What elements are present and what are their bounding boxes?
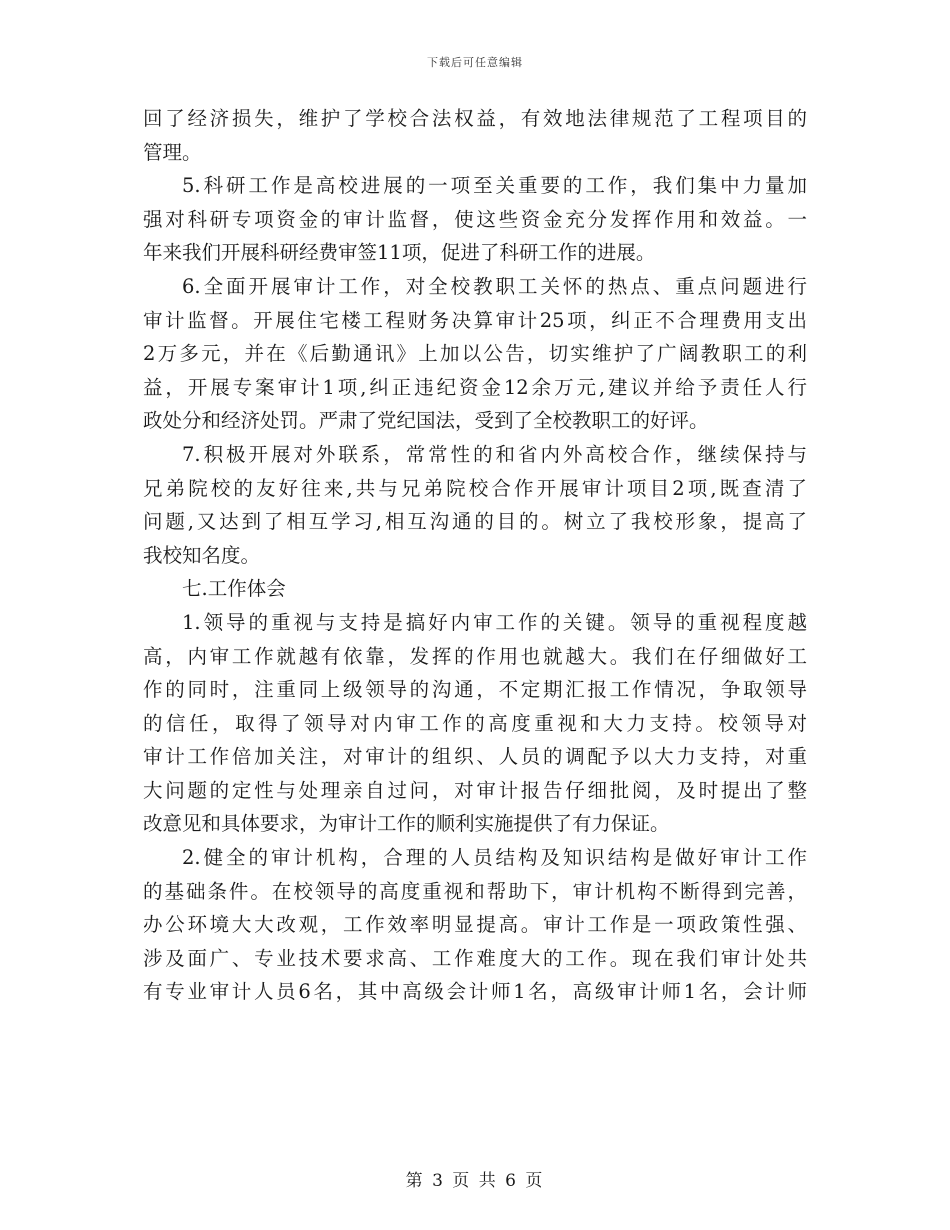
text-line: 兄弟院校的友好往来,共与兄弟院校合作开展审计项目2项,既查清了 [143,476,807,500]
text-line: 高，内审工作就越有依靠，发挥的作用也就越大。我们在仔细做好工 [143,644,807,668]
text-line: 审计工作倍加关注，对审计的组织、人员的调配予以大力支持，对重 [143,745,807,769]
text-line: 5.科研工作是高校进展的一项至关重要的工作，我们集中力量加 [182,174,807,198]
text-line: 有专业审计人员6名，其中高级会计师1名，高级审计师1名，会计师 [143,980,807,1004]
text-line: 年来我们开展科研经费审签11项，促进了科研工作的进展。 [143,241,656,265]
text-line: 2.健全的审计机构，合理的人员结构及知识结构是做好审计工作 [182,846,807,870]
document-body [143,102,807,1009]
page-number-footer: 第 3 页 共 6 页 [405,1171,545,1191]
text-line: 涉及面广、专业技术要求高、工作难度大的工作。现在我们审计处共 [143,946,807,970]
text-line: 大问题的定性与处理亲自过问，对审计报告仔细批阅，及时提出了整 [143,778,807,802]
text-line: 七.工作体会 [182,577,286,601]
text-line: 办公环境大大改观，工作效率明显提高。审计工作是一项政策性强、 [143,913,807,937]
text-line: 问题,又达到了相互学习,相互沟通的目的。树立了我校形象，提高了 [143,510,807,534]
text-line: 审计监督。开展住宅楼工程财务决算审计25项，纠正不合理费用支出 [143,308,807,332]
text-line: 1.领导的重视与支持是搞好内审工作的关键。领导的重视程度越 [182,610,807,634]
text-line: 作的同时，注重同上级领导的沟通，不定期汇报工作情况，争取领导 [143,678,807,702]
text-line: 我校知名度。 [143,543,261,567]
text-line: 的信任，取得了领导对内审工作的高度重视和大力支持。校领导对 [143,711,807,735]
text-line: 的基础条件。在校领导的高度重视和帮助下，审计机构不断得到完善， [143,879,807,903]
text-line: 回了经济损失，维护了学校合法权益，有效地法律规范了工程项目的 [143,107,807,130]
text-line: 7.积极开展对外联系，常常性的和省内外高校合作，继续保持与 [182,442,807,466]
text-line: 强对科研专项资金的审计监督，使这些资金充分发挥作用和效益。一 [143,207,807,231]
text-line: 管理。 [143,140,202,164]
text-line: 益，开展专案审计1项,纠正违纪资金12余万元,建议并给予责任人行 [143,375,807,399]
text-line: 改意见和具体要求，为审计工作的顺利实施提供了有力保证。 [143,812,670,836]
page-header: 下载后可任意编辑 [427,56,523,69]
text-line: 6.全面开展审计工作，对全校教职工关怀的热点、重点问题进行 [182,274,807,298]
text-line: 政处分和经济处罚。严肃了党纪国法，受到了全校教职工的好评。 [143,409,709,433]
text-line: 2万多元，并在《后勤通讯》上加以公告，切实维护了广阔教职工的利 [143,342,807,366]
